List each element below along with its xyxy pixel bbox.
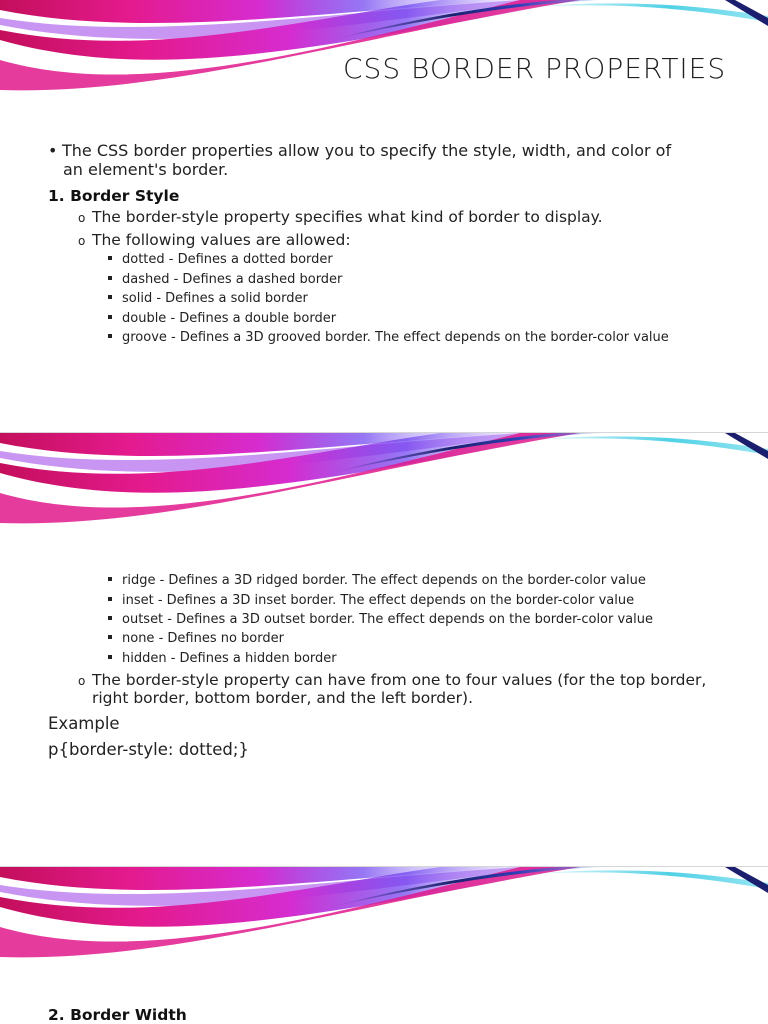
example-label: Example (48, 714, 120, 733)
list-item (108, 272, 342, 287)
square-bullet-icon (108, 577, 112, 581)
sub-marker: o (78, 674, 86, 688)
slide-1 (0, 0, 768, 432)
list-item-text: groove - Defines a 3D grooved border. The effect depends on the border-color value (122, 330, 669, 345)
list-item (108, 291, 308, 306)
intro-bullet (48, 141, 671, 160)
sub-marker: o (78, 234, 86, 248)
intro-line-2: an element's border. (63, 160, 229, 179)
section-heading-border-width: 2. Border Width (48, 1006, 187, 1024)
sub-item (78, 231, 351, 249)
sub-item (78, 671, 706, 689)
square-bullet-icon (108, 256, 112, 260)
list-item-text: solid - Defines a solid border (122, 291, 308, 306)
square-bullet-icon (108, 616, 112, 620)
list-item (108, 631, 284, 646)
section-heading-border-style: 1. Border Style (48, 187, 180, 205)
swoosh-decoration (0, 867, 768, 967)
list-item-text: hidden - Defines a hidden border (122, 651, 337, 666)
square-bullet-icon (108, 295, 112, 299)
square-bullet-icon (108, 276, 112, 280)
list-item (108, 651, 337, 666)
list-item-text: dotted - Defines a dotted border (122, 252, 333, 267)
sub-item-continued: right border, bottom border, and the left border). (92, 689, 474, 707)
list-item-text: outset - Defines a 3D outset border. The effect depends on the border-color value (122, 612, 654, 627)
swoosh-cyan-band (520, 3, 768, 22)
square-bullet-icon (108, 635, 112, 639)
swoosh-decoration (0, 433, 768, 533)
square-bullet-icon (108, 597, 112, 601)
slide-3 (0, 867, 768, 1024)
sub-item-text: The border-style property can have from one to four values (for the top border, (92, 671, 707, 689)
swoosh-cyan-band (520, 870, 768, 889)
list-item (108, 252, 333, 267)
list-item (108, 593, 634, 608)
example-code: p{border-style: dotted;} (48, 740, 249, 759)
list-item-text: inset - Defines a 3D inset border. The effect depends on the border-color value (122, 593, 635, 608)
bullet-marker: • (48, 141, 58, 160)
square-bullet-icon (108, 334, 112, 338)
swoosh-cyan-band (520, 436, 768, 455)
intro-line-1: The CSS border properties allow you to specify the style, width, and color of (62, 141, 672, 160)
list-item-text: double - Defines a double border (122, 311, 337, 326)
square-bullet-icon (108, 655, 112, 659)
list-item (108, 573, 646, 588)
square-bullet-icon (108, 315, 112, 319)
sub-item-text: The following values are allowed: (92, 231, 351, 249)
list-item (108, 330, 669, 345)
list-item (108, 612, 653, 627)
sub-item-text: The border-style property specifies what kind of border to display. (92, 208, 603, 226)
swoosh-decoration (0, 0, 768, 100)
page-title: CSS BORDER PROPERTIES (343, 52, 727, 85)
list-item-text: ridge - Defines a 3D ridged border. The effect depends on the border-color value (122, 573, 646, 588)
sub-marker: o (78, 211, 86, 225)
sub-item (78, 208, 603, 226)
list-item-text: dashed - Defines a dashed border (122, 272, 343, 287)
list-item-text: none - Defines no border (122, 631, 284, 646)
list-item (108, 311, 336, 326)
slide-2 (0, 433, 768, 866)
